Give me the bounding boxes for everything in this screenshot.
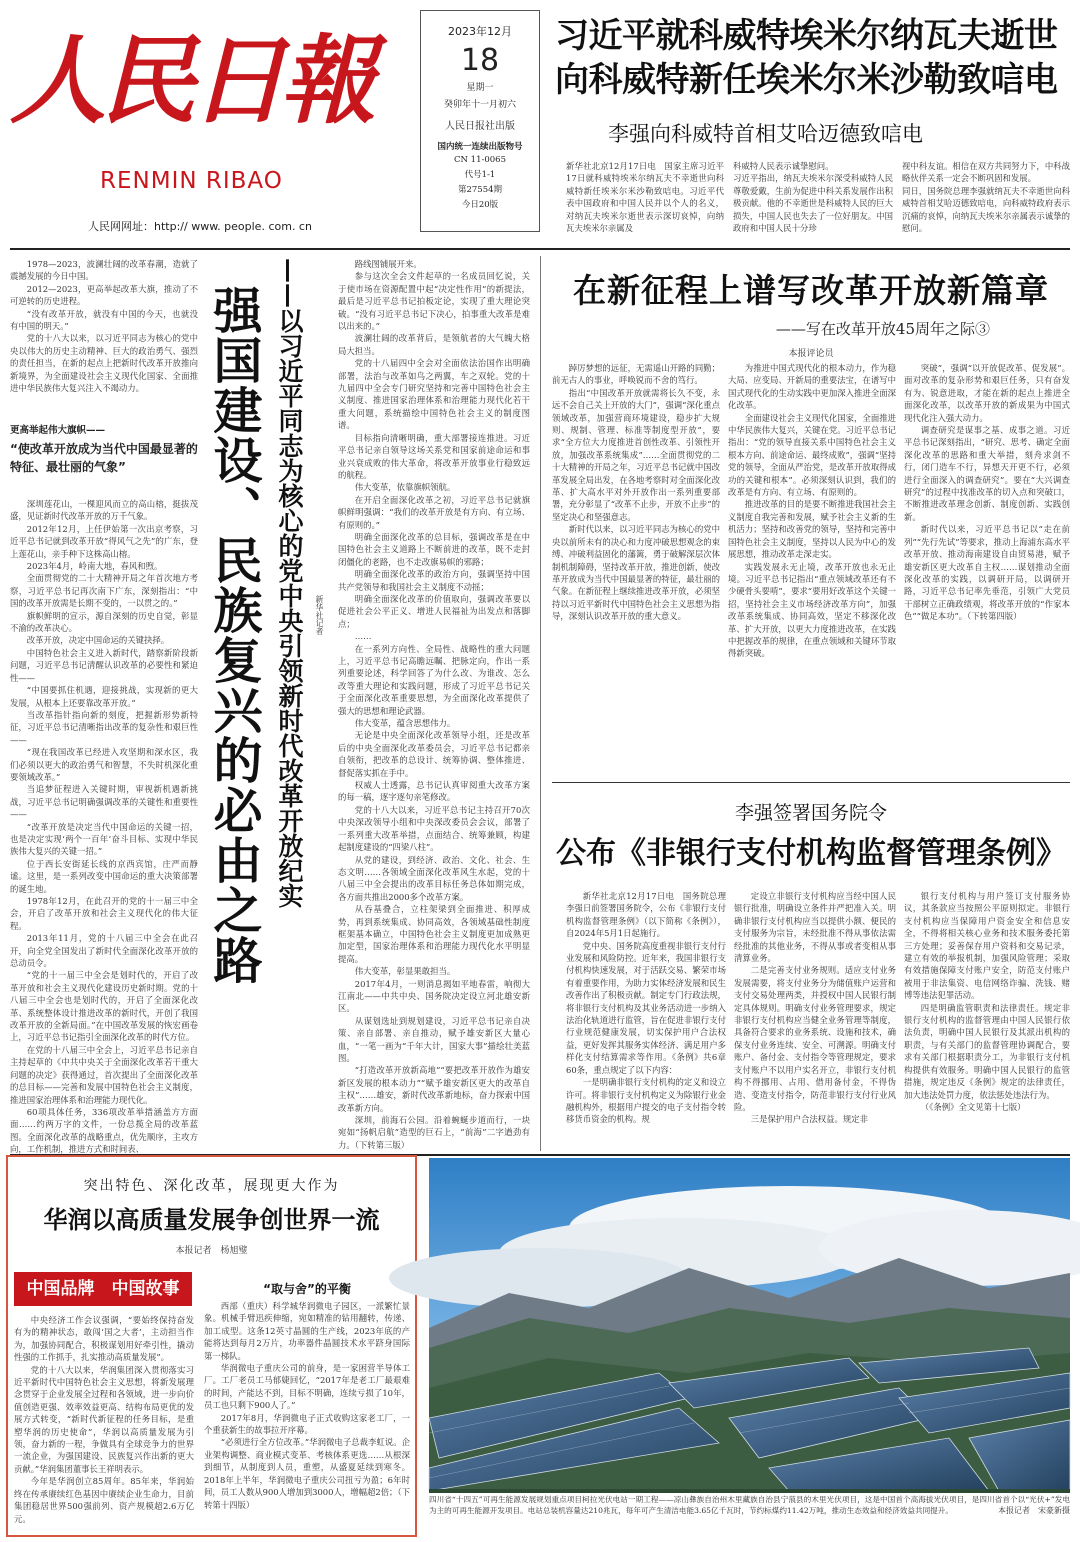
feature-paragraph: “中国要抓住机遇，迎接挑战，实现新的更大发展，从根本上还要靠改革开放。”: [10, 685, 198, 708]
regulation-paragraph: （《条例》全文见第十七版）: [920, 1101, 1026, 1112]
feature-paragraph: 2012年12月，上任伊始第一次出京考察，习近平总书记就到改革开放“得风气之先”的广东，登上莲花山，亲手种下这株高山榕。: [10, 523, 198, 559]
feature-paragraph: 位于西长安街延长线的京西宾馆，庄严而静谧。这里，是一系列改变中国命运的重大决策部署的诞生地。: [10, 858, 198, 894]
feature-paragraph: 在党的十八届三中全会上，习近平总书记亲自主持起草的《中共中央关于全面深化改革若干重大问题的决定》获得通过，首次提出了全面深化改革的总目标——完善和发展中国特色社会主义制度，推进国家治理体系和治理能力现代化。: [10, 1044, 198, 1105]
regulation-col2: [734, 890, 896, 1150]
regulation-paragraph: 一是明确非银行支付机构的定义和设立许可。将非银行支付机构定义为除银行业金融机构外，根据用户提交的电子支付指令转移货币资金的机构。规: [566, 1077, 726, 1125]
brand-story-badge: 中国品牌 中国故事: [14, 1272, 192, 1306]
feature-byline: 新华社记者: [315, 595, 324, 635]
feature-paragraph: 在一系列方向性、全局性、战略性的重大问题上，习近平总书记高瞻远瞩、把脉定向，作出一系列重要论述，科学回答了为什么改、为谁改、怎么改等重大理论和实践问题，形成了习近平总书记关于全面深化改革重要思想，为全面深化改革提供了强大的思想和理论武器。: [338, 643, 530, 716]
business-col1: [14, 1314, 194, 1534]
feature-intro: [10, 258, 198, 418]
lunar-date: 癸卯年十一月初六: [443, 100, 516, 110]
date-year-month: 2023年12月: [448, 25, 512, 38]
feature-paragraph: 在开启全面深化改革之初，习近平总书记就旗帜鲜明强调：“我们的改革开放是有方向、有立场、有原则的。”: [338, 494, 530, 530]
regulation-paragraph: 定设立非银行支付机构应当经中国人民银行批准，明确设立条件并严把准入关。明确非银行支付机构应当以提供小额、便民的支付服务为宗旨，未经批准不得从事依法需经批准的其他业务，不得从事或者变相从事清算业务。: [734, 891, 896, 964]
regulation-paragraph: 银行支付机构与用户签订支付服务协议，其条款应当按照公平原则拟定。非银行支付机构应当保障用户资金安全和信息安全，不得将相关核心业务和技术服务委托第三方处理；妥善保存用户资料和交易记录，建立有效的举报机制，加强风险管理；采取有效措施保障支付账户安全，防范支付账户被用于非法集资、电信网络诈骗、洗钱、赌博等违法犯罪活动。: [904, 891, 1070, 1001]
weekday: 星期一: [466, 83, 494, 93]
top-story-col3: 视中科友谊。相信在双方共同努力下，中科战略伙伴关系一定会不断巩固和发展。 同日，国务院总理李强就纳瓦夫不幸逝世向科威特首相艾哈迈德致唁电，向科威特政府表示沉痛的哀悼，向纳瓦夫埃米尔亲属表示诚挚的慰问。: [902, 161, 1070, 234]
feature-intro-paragraph: 党的十八大以来，以习近平同志为核心的党中央以伟大的历史主动精神、巨大的政治勇气、强烈的责任担当，在新的起点上把新时代改革开放推向新境界，为全面建设社会主义现代化国家、全面推进中华民族伟大复兴注入不竭动力。: [10, 333, 198, 394]
reform-bottom-rule: [552, 782, 1070, 783]
feature-paragraph: 伟大变革，依靠旗帜领航。: [354, 482, 456, 493]
feature-paragraph: “改革开放是决定当代中国命运的关键一招，也是决定实现‘两个一百年’奋斗目标、实现中华民族伟大复兴的关键一招。”: [10, 821, 198, 857]
feature-paragraph: 2023年4月，岭南大地，春风和煦。: [26, 561, 163, 572]
feature-paragraph: 明确全面深化改革的总目标，强调改革是在中国特色社会主义道路上不断前进的改革，既不走封闭僵化的老路，也不走改旗易帜的邪路；: [338, 531, 530, 567]
top-headline-line2: 向科威特新任埃米尔米沙勒致唁电: [555, 60, 1058, 100]
business-col2-title: “取与舍”的平衡: [263, 1282, 351, 1296]
regulation-paragraph: 党中央、国务院高度重视非银行支付行业发展和风险防控。近年来，我国非银行支付机构快速发展，对于活跃交易、繁荣市场有着重要作用，为助力实体经济发展和民生改善作出了积极贡献。制定专门行政法规，将非银行支付机构及其业务活动进一步纳入法治化轨道进行监管，旨在促进非银行支付行业规范健康发展，切实保护用户合法权益，更好发挥其服务实体经济、满足用户多样化支付结算需求等作用。《条例》共6章60条，重点规定了以下内容：: [566, 940, 726, 1075]
regulation-kicker: 李强签署国务院令: [734, 802, 887, 824]
business-paragraph: 党的十八大以来，华润集团深入贯彻落实习近平新时代中国特色社会主义思想，将新发展理念贯穿于企业发展全过程和各领域，进一步向价值创造更强、效率效益更高、结构布局更优的发展方式转变，“新时代新征程的任务目标，是重塑华润的历史使命”，华润以高质量发展为引领，奋力新的一程，争做具有全球竞争力的世界一流企业，为强国建设、民族复兴作出新的更大贡献。”华润集团董事长王祥明表示。: [14, 1364, 194, 1474]
column-divider-1: [540, 256, 541, 1151]
masthead-logo: 人民日報: [10, 24, 370, 137]
feature-paragraph: 从党的建设，到经济、政治、文化、社会、生态文明……各领域全面深化改革风生水起，党的十八届三中全会提出的改革目标任务总体如期完成，各方面共推出2000多个改革方案。: [338, 854, 530, 902]
reform-col1: [552, 362, 720, 772]
business-col2: [204, 1300, 410, 1534]
feature-paragraph: 全面贯彻党的二十大精神开局之年首次地方考察，习近平总书记再次南下广东，深刻指出：“中国的改革开放需是长期不变的，一以贯之的。”: [10, 573, 198, 609]
masthead-divider: [10, 248, 1070, 250]
feature-paragraph: 参与这次全会文件起草的一名成员回忆说，关于使市场在资源配置中起“决定性作用”的新提法，最后是习近平总书记拍板定论，实现了重大理论突破。“没有习近平总书记下决心，拍事重大改革是难以出来的。”: [338, 271, 530, 332]
reform-paragraph: 实践发展永无止境，改革开放也永无止境。习近平总书记指出“重点领域改革还有不少硬骨头要啃”，要求“要用好改革这个关键一招，坚持社会主义市场经济改革方向”，加强改革系统集成、协同高效，坚定不移深化改革、扩大开放，以更大力度推进改革，在实践中把握改革的规律，在重点领域和关键环节取得新突破。: [728, 561, 896, 659]
business-paragraph: 2017年8月，华润微电子正式收购这家老工厂，一个重获新生的故事拉开序幕。: [204, 1412, 410, 1436]
feature-paragraph: 改革开放，决定中国命运的关键抉择。: [26, 635, 170, 646]
business-paragraph: 中央经济工作会议强调，“要始终保持奋发有为的精神状态，敢闯‘国之大者’，主动担当作为，加强协同配合，积极谋划用好牵引性，撬动性强的工作抓手，扎实推动高质量发展”。: [14, 1315, 194, 1363]
photo-credit: 本报记者 宋豪新摄: [998, 1506, 1070, 1515]
regulation-paragraph: 新华社北京12月17日电 国务院总理李强日前签署国务院令，公布《非银行支付机构监督管理条例》（以下简称《条例》），自2024年5月1日起施行。: [566, 891, 726, 939]
reform-paragraph: 推进改革的目的是要不断推进我国社会主义制度自我完善和发展，赋予社会主义新的生机活力；坚持和改善党的领导，坚持和完善中国特色社会主义制度，坚持以人民为中心的发展思想，推动改革走深走实。: [728, 499, 896, 560]
reform-col3: [904, 362, 1070, 772]
feature-body-col2: [338, 258, 530, 1150]
feature-paragraph: 60项具体任务，336项改革举措涵盖方方面面……约两万字的文件，一份总揽全局的改革蓝图。全面深化改革的战略重点，优先顺序，主攻方向，工作机制，推进方式和时间表、: [10, 1106, 198, 1155]
issue-number: 第27554期: [457, 185, 503, 195]
business-byline: 本报记者 杨旭璧: [175, 1246, 248, 1256]
feature-paragraph: 党的十八届四中全会对全面依法治国作出明确部署，法治与改革如鸟之两翼，车之双轮。党的十九届四中全会专门研究坚持和完善中国特色社会主义制度、推进国家治理体系和治理能力现代化若干重大问题，系统描绘中国特色社会主义的制度图谱。: [338, 358, 530, 431]
feature-paragraph: ……: [354, 631, 372, 642]
business-paragraph: 今年是华润创立85周年。85年来，华润始终在传承赓续红色基因中赓续企业生命力，目前集团稳居世界500强前列、资产规模超2.6万亿元。: [14, 1476, 194, 1524]
page-count: 今日20版: [461, 200, 499, 210]
regulation-col3: [904, 890, 1070, 1150]
feature-paragraph: 中国特色社会主义进入新时代，踏察新阶段新问题，习近平总书记清醒认识改革的必要性和紧迫性——: [10, 647, 198, 683]
top-subhead: 李强向科威特首相艾哈迈德致唁电: [608, 122, 923, 146]
reform-paragraph: 调查研究是谋事之基、成事之道。习近平总书记深刻指出，“研究、思考、确定全面深化改革的思路和重大举措，刻舟求剑不行，闭门造车不行，异想天开更不行，必须进行全面深入的调查研究”。要在“大兴调查研究”的过程中找准改革的切入点和突破口，不断推进改革理念创新、制度创新、实践创新。: [904, 425, 1070, 522]
top-headline-line1: 习近平就科威特埃米尔纳瓦夫逝世: [555, 16, 1058, 56]
reform-paragraph: 突破”，强调“以开放促改革、促发展”。面对改革的复杂形势和艰巨任务，只有奋发有为、锐意进取，才能在新的起点上推进全面深化改革，以改革开放的新成果为中国式现代化注入强大动力。: [904, 363, 1070, 423]
feature-paragraph: “现在我国改革已经进入攻坚期和深水区，我们必须以更大的政治勇气和智慧，不失时机深化重要领域改革。”: [10, 747, 198, 782]
feature-paragraph: 权威人士透露，总书记认真审阅重大改革方案的每一稿，逐字逐句亲笔修改。: [338, 780, 530, 803]
regulation-paragraph: 四是明确监管职责和法律责任。规定非银行支付机构的监督管理由中国人民银行依法负责，明确中国人民银行及其派出机构的职责，与有关部门的监督管理协调配合，要求有关部门根据职责分工，为非银行支付机构提供有效服务。明确中国人民银行的监管措施，规定违反《条例》规定的法律责任，加大违法处罚力度，依法惩处违法行为。: [904, 1002, 1070, 1100]
reform-paragraph: 踔厉梦想的远征，无需遥山开路的同勤；前无古人的事业，呼唤锐而不舍的笃行。: [552, 363, 720, 386]
publisher: 人民日报社出版: [445, 121, 515, 132]
feature-title-main: 强国建设、民族复兴的必由之路: [206, 285, 263, 985]
feature-paragraph: 1978年12月，在此召开的党的十一届三中全会，开启了改革开放和社会主义现代化的伟大征程。: [10, 896, 198, 931]
business-paragraph: 华润微电子重庆公司的前身，是一家困营半导体工厂。工厂老员工马郁婕回忆，“2017年是老工厂最艰难的时间，产能达不到，目标不明确，连续亏损了10年，员工也只剩下900人了。”: [204, 1363, 410, 1411]
feature-intro-paragraph: 2012—2023，更高举起改革大旗，推动了不可逆转的历史进程。: [10, 283, 198, 307]
feature-paragraph: 党的十八大以来，习近平总书记主持召开70次中央深改领导小组和中央深改委员会会议，部署了一系列重大改革举措，点面结合、统筹兼顾，构建起制度建设的“四梁八柱”。: [338, 804, 530, 853]
feature-paragraph: 伟大变革，彰显果敢担当。: [354, 966, 456, 977]
top-headline: [555, 14, 1070, 102]
top-story-col2: 科威特人民表示诚挚慰问。 习近平指出，纳瓦夫埃米尔深受科威特人民尊敬爱戴，生前为促进中科关系发展作出积极贡献。他的不幸逝世是科威特人民的巨大损失，中国人民也失去了一位好朋友。中国政府和中国人民十分珍: [733, 161, 893, 234]
business-paragraph: 西部（重庆）科学城华润微电子园区，一派繁忙景象。机械手臂迅疾伸缩，宛如精准的钻用翻转，传递、加工成型。这条12英寸晶圆的生产线，2023年底的产能将达到每月2万片，功率器件晶圆技术水平跻身国际第一梯队。: [204, 1301, 410, 1361]
photo-caption-block: [429, 1494, 1070, 1516]
section1-label: 更高举起伟大旗帜——: [10, 425, 106, 436]
photo-caption: 四川省“十四五”可再生能源发展规划重点项目柯拉光伏电站一期工程——凉山彝族自治州木里藏族自治县宁蒗县的木里光伏项目，这是中国首个高海拔光伏项目，是四川省首个以“光伏+”发电为主的可再生能源开发项目。电站总装机容量达210兆瓦，每年可产生清洁电能3.65亿千瓦时，节约标煤约11.42万吨，推动生态效益和经济效益共同提升。: [429, 1495, 1070, 1515]
date-box: [420, 10, 540, 232]
website-url[interactable]: http:// www. people. com. cn: [154, 220, 312, 233]
feature-paragraph: 2017年4月，一则消息揭如平地春雷，响彻大江南北——中共中央、国务院决定设立河北雄安新区。: [338, 978, 530, 1014]
feature-paragraph: 明确全面深化改革的价值取向，强调改革要以促进社会公平正义、增进人民福祉为出发点和落脚点；: [338, 593, 530, 629]
feature-body-col1: [10, 498, 198, 1155]
feature-paragraph: “打造改革开放新高地”“要把改革开放作为雄安新区发展的根本动力”“赋予雄安新区更大的改革自主权”……雄安，新时代改革新地标，奋力探索中国改革新方向。: [338, 1065, 530, 1113]
feature-paragraph: 路线图铺展开来。: [354, 259, 422, 269]
reform-col2: [728, 362, 896, 772]
feature-intro-paragraph: 1978—2023，波澜壮阔的改革春潮，造就了震撼发展的今日中国。: [10, 259, 198, 282]
website-label: 人民网网址：: [88, 220, 154, 233]
top-story-col1: 新华社北京12月17日电 国家主席习近平17日就科威特埃米尔纳瓦夫不幸逝世向科威特新任埃米尔米沙勒致唁电。习近平代表中国政府和中国人民并以个人的名义，对纳瓦夫埃米尔逝世表示深切哀悼，向纳瓦夫埃米尔亲属及: [566, 161, 724, 234]
feature-paragraph: 伟大变革，蕴含思想伟力。: [354, 718, 456, 729]
business-kicker: 突出特色、深化改革，展现更大作为: [83, 1178, 340, 1194]
feature-paragraph: 深圳，前海石公园。沿着蜿蜒步道而行，一块宛如“扬帆启航”造型的巨石上，“前海”二字遒劲有力。（下转第三版）: [338, 1115, 530, 1150]
regulation-col1: [566, 890, 726, 1150]
feature-paragraph: 从谋划选址到规划建设，习近平总书记亲自决策、亲自部署、亲自推动，赋予雄安新区大量心血，“一笔一画为“千年大计，国家大事”描绘壮美蓝图。: [338, 1015, 530, 1063]
code: 代号1-1: [464, 170, 496, 180]
reform-paragraph: 全面建设社会主义现代化国家，全面推进中华民族伟大复兴，关键在党。习近平总书记指出：“党的领导直接关系中国特色社会主义根本方向、前途命运、最终成败”，强调“坚持党的领导，全面从严治党，是改革开放取得成功的关键和根本”。必须深刻认识到，我们的改革是有方向、有立场、有原则的。: [728, 412, 896, 498]
feature-paragraph: 2013年11月，党的十八届三中全会在此召开，向全党全国发出了新时代全面深化改革开放的总动员令。: [10, 933, 198, 969]
issn-label: 国内统一连续出版物号: [437, 142, 523, 152]
masthead-pinyin: RENMIN RIBAO: [100, 168, 283, 194]
feature-paragraph: 深圳莲花山，一棵迎风而立的高山榕，挺拔茂盛，见证新时代改革开放的万千气象。: [10, 499, 198, 522]
reform-paragraph: 新时代以来，习近平总书记以“走在前列”“先行先试”等要求，推动上海浦东高水平改革开放、推动海南建设自由贸易港，赋予雄安新区更大改革自主权……谋划推动全面深化改革的实践，以调研开局，以调研开路，习近平总书记率先垂范，引领广大党员干部树立正确政绩观，将改革开放的“作家本色”“做足本功”。（下转第四版）: [904, 524, 1070, 622]
feature-paragraph: 无论是中央全面深化改革领导小组，还是改革后的中央全面深化改革委员会，习近平总书记都亲自领衔，把改革的总设计、统筹协调、整体推进、督促落实抓在手中。: [338, 730, 530, 778]
reform-subtitle: ——写在改革开放45周年之际③: [775, 320, 990, 338]
business-paragraph: “必须进行全方位改革。”华润微电子总裁李虹说。企业架构调整、商业模式变革、考核体系更选……从根深到细节，从制度到人员，重塑，从盛夏延续到寒冬。2018年上半年，华润微电子重庆公司扭亏为盈；6年时间，员工人数从900人增加到3000人，增幅超2倍；（下转第十四版）: [204, 1437, 410, 1510]
reform-title: 在新征程上谱写改革开放新篇章: [573, 271, 1049, 310]
business-title: 华润以高质量发展争创世界一流: [43, 1206, 380, 1234]
feature-paragraph: 目标指向清晰明确，重大部署接连推进。习近平总书记亲自领导这场关系党和国家前途命运和事业兴衰成败的伟大革命，将改革开放事业行稳致远的航程。: [338, 432, 530, 480]
reform-paragraph: 为推进中国式现代化的根本动力，作为稳大局、应变局、开新局的重要法宝，在谱写中国式现代化的生动实践中更加深入推进全面深化改革。: [728, 363, 896, 411]
solar-photo-illustration: [429, 1158, 1070, 1491]
feature-title-sub: ——以习近平同志为核心的党中央引领新时代改革开放纪实: [275, 258, 304, 908]
regulation-paragraph: 二是完善支付业务规则。适应支付业务发展需要，将支付业务分为储值账户运营和支付交易处理两类，并授权中国人民银行制定具体规则。明确支付业务管理要求，规定非银行支付机构应当健全业务管理等制度，具备符合要求的业务系统、设施和技术，确保支付业务连续、安全、可溯源。明确支付账户、备付金、支付指令等管理规定，要求支付账户不以用户实名开立，非银行支付机构不得挪用、占用、借用备付金，不得伪造、变造支付指令，防范非银行支付行业风险。: [734, 965, 896, 1112]
date-day: 18: [460, 43, 500, 78]
section1-title: “使改革开放成为当代中国最显著的特征、最壮丽的气象”: [10, 442, 198, 474]
feature-paragraph: 旗帜鲜明的宣示，源自深刻的历史自觉，彰显不渝的改革决心。: [10, 610, 198, 634]
reform-paragraph: 新时代以来，以习近平同志为核心的党中央以前所未有的决心和力度冲破思想观念的束缚、冲破利益固化的藩篱，勇于破解深层次体制机制障碍，坚持改革开放，推进创新，使改革开放成为当代中国最显著的特征，最壮丽的气象。在新征程上继续推进改革开放，必须坚持以习近平新时代中国特色社会主义思想为指导，深刻认识改革开放的重大意义。: [552, 524, 720, 622]
cn-number: CN 11-0065: [454, 155, 506, 165]
feature-paragraph: 从吞基叠合，立柱架梁到全面推进、积厚成势，再到系统集成、协同高效，各领域基础性制度框架基本确立，中国特色社会主义制度更加成熟更加定型，国家治理体系和治理能力现代化水平明显提高。: [338, 904, 530, 964]
feature-paragraph: 当改革指针指向新的刻度，把握新形势新特征，习近平总书记清晰指出改革的复杂性和艰巨性——: [10, 709, 198, 745]
regulation-paragraph: 三是保护用户合法权益。规定非: [750, 1114, 869, 1125]
feature-paragraph: “党的十一届三中全会是划时代的，开启了改革开放和社会主义现代化建设历史新时期。党的十八届三中全会也是划时代的，开启了全面深化改革、系统整体设计推进改革的新时代，开创了我国改革开放的全新局面。”在中国改革发展的恢宏画卷上，习近平总书记指引全面深化改革的时代方位。: [10, 970, 198, 1043]
feature-intro-paragraph: “没有改革开放，就没有中国的今天，也就没有中国的明天。”: [10, 308, 198, 332]
feature-paragraph: 明确全面深化改革的政治方向，强调坚持中国共产党领导和我国社会主义制度不动摇；: [338, 569, 530, 592]
feature-paragraph: 波澜壮阔的改革背后，是领航者的大气魄大格局大担当。: [338, 333, 530, 356]
section1-heading: [10, 422, 200, 476]
reform-paragraph: 指出“中国改革开放就需将长久不变，永远不会自己关上开放的大门”，强调“深化重点领域改革，加强营商环境建设，稳步扩大规则、规制、管理、标准等制度型开放”，要求“全方位大力度推进首创性改革、引领性开放，加强改革系统集成”……全面贯彻党的二十大精神的开局之年，习近平总书记就中国改革发展全局出发，在各地考察时对全面深化改革、扩大高水平对外开放作出一系列重要部署，充分彰显了“改革不止步，开放不止步”的坚定决心和坚强意志。: [552, 387, 720, 522]
reform-byline: 本报评论员: [788, 349, 834, 359]
solar-photo: [429, 1158, 1070, 1491]
website-line: [88, 218, 312, 234]
feature-paragraph: 当追梦征程进入关键时期，审视新机遇新挑战，习近平总书记明确强调改革的关键性和重要性——: [10, 784, 198, 820]
regulation-headline: 公布《非银行支付机构监督管理条例》: [556, 836, 1066, 871]
